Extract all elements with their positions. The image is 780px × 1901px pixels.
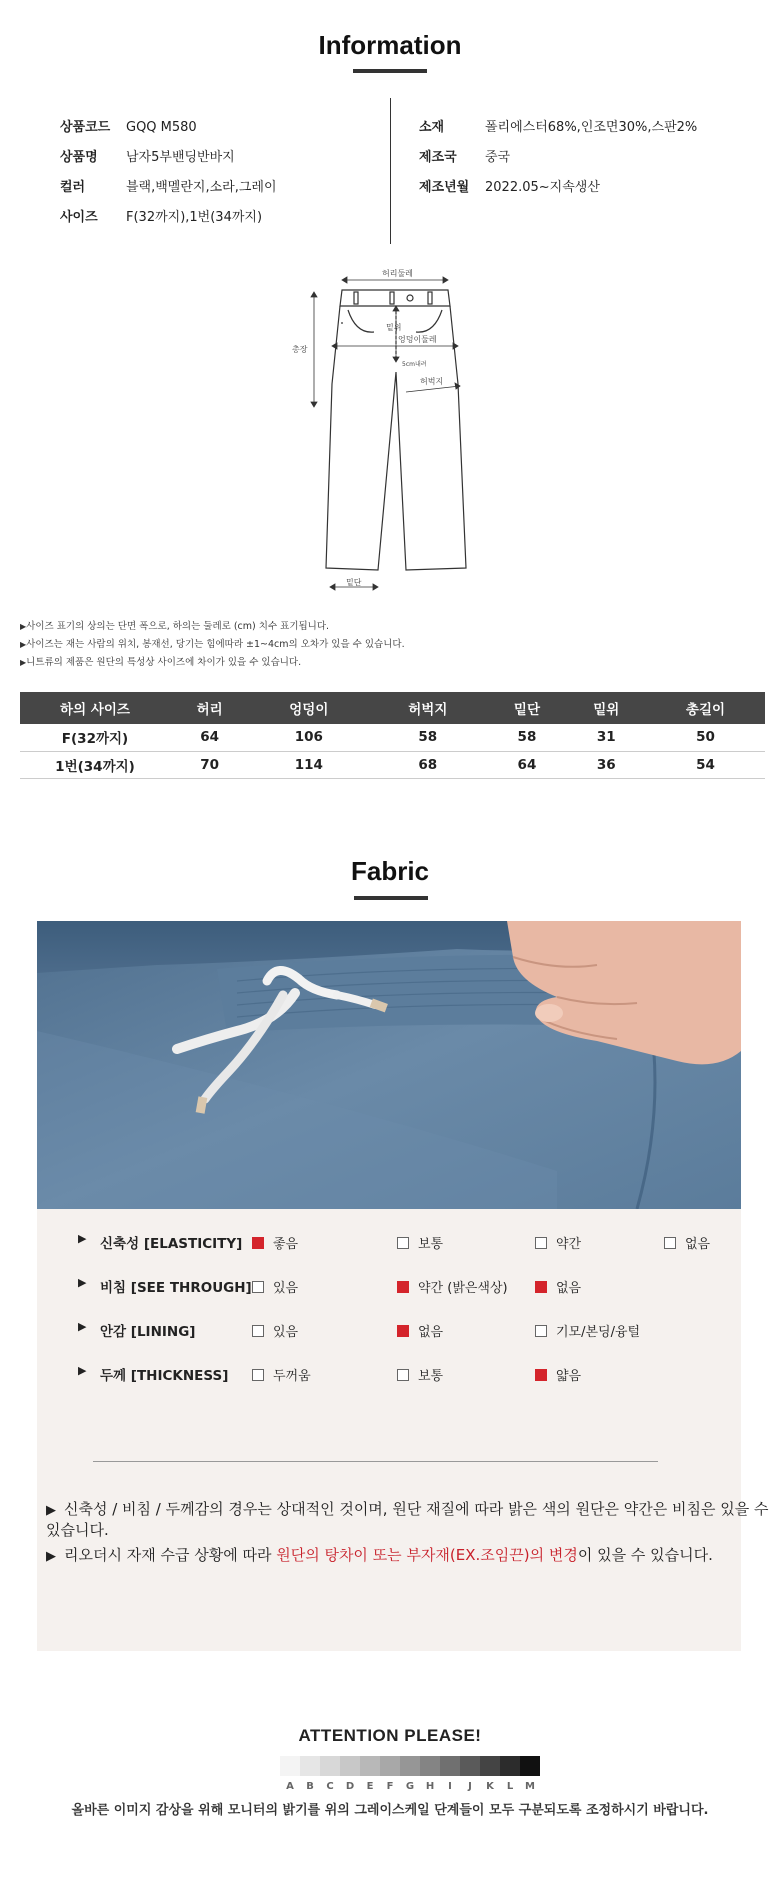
table-row bbox=[20, 724, 765, 751]
thickness-option-normal: 보통 bbox=[397, 1365, 443, 1384]
grayscale-swatch bbox=[300, 1756, 320, 1776]
grayscale-swatch bbox=[520, 1756, 540, 1776]
table-cell: 58 bbox=[487, 724, 566, 751]
table-cell: F(32까지) bbox=[20, 724, 170, 751]
fabric-divider bbox=[93, 1461, 658, 1462]
info-value: 폴리에스터68%,인조면30%,스판2% bbox=[485, 120, 698, 135]
table-cell: 1번(34까지) bbox=[20, 751, 170, 778]
grayscale-label: M bbox=[525, 1781, 535, 1792]
grayscale-swatch bbox=[380, 1756, 400, 1776]
size-table-header-cell: 밑단 bbox=[487, 692, 566, 724]
info-key: 소재 bbox=[419, 120, 445, 135]
thickness-normal-checkbox bbox=[397, 1369, 409, 1381]
see-through-option-yes: 있음 bbox=[252, 1277, 298, 1296]
table-cell: 64 bbox=[170, 724, 249, 751]
info-row-left bbox=[60, 208, 262, 228]
diagram-label-waist: 허리둘레 bbox=[382, 269, 413, 278]
thickness-thin-checkbox bbox=[535, 1369, 547, 1381]
info-row-left bbox=[60, 148, 235, 168]
grayscale-label: B bbox=[306, 1781, 314, 1792]
see-through-option-none: 없음 bbox=[535, 1277, 581, 1296]
grayscale-label: A bbox=[286, 1781, 294, 1792]
info-row-left bbox=[60, 118, 197, 138]
see-through-slight-checkbox bbox=[397, 1281, 409, 1293]
diagram-label-thigh: 허벅지 bbox=[420, 377, 444, 386]
lining-option-none: 없음 bbox=[397, 1321, 443, 1340]
grayscale-swatch bbox=[440, 1756, 460, 1776]
info-row-right bbox=[419, 148, 510, 168]
size-note-3: ▶ 니트류의 제품은 원단의 특성상 사이즈에 차이가 있을 수 있습니다. bbox=[20, 654, 301, 668]
table-cell: 64 bbox=[487, 751, 566, 778]
attention-description: 올바른 이미지 감상을 위해 모니터의 밝기를 위의 그레이스케일 단계들이 모두 구분되도록 조정하시기 바랍니다. bbox=[71, 1803, 709, 1818]
size-table-header-cell: 허리 bbox=[170, 692, 249, 724]
fabric-label-elasticity: ▶ 신축성 [ELASTICITY] bbox=[100, 1232, 242, 1252]
grayscale-swatch bbox=[400, 1756, 420, 1776]
elasticity-option-normal: 보통 bbox=[397, 1233, 443, 1252]
elasticity-option-slight: 약간 bbox=[535, 1233, 581, 1252]
size-table-header-cell: 총길이 bbox=[646, 692, 765, 724]
info-value: 중국 bbox=[485, 150, 511, 165]
lining-option-brushed: 기모/본딩/융털 bbox=[535, 1321, 640, 1340]
grayscale-swatch bbox=[420, 1756, 440, 1776]
size-table-header-cell: 밑위 bbox=[567, 692, 646, 724]
lining-option-yes: 있음 bbox=[252, 1321, 298, 1340]
fabric-label-thickness: ▶ 두께 [THICKNESS] bbox=[100, 1364, 228, 1384]
fabric-title: Fabric bbox=[350, 856, 430, 886]
size-table-header bbox=[20, 692, 765, 724]
size-table-header-cell: 하의 사이즈 bbox=[20, 692, 170, 724]
elasticity-good-checkbox bbox=[252, 1237, 264, 1249]
elasticity-slight-checkbox bbox=[535, 1237, 547, 1249]
table-cell: 36 bbox=[567, 751, 646, 778]
grayscale-swatch bbox=[320, 1756, 340, 1776]
table-cell: 58 bbox=[368, 724, 487, 751]
thickness-option-thick: 두꺼움 bbox=[252, 1365, 311, 1384]
elasticity-normal-checkbox bbox=[397, 1237, 409, 1249]
grayscale-label: F bbox=[386, 1781, 394, 1792]
diagram-label-hip: 엉덩이둘레 bbox=[398, 335, 437, 344]
table-cell: 54 bbox=[646, 751, 765, 778]
grayscale-label: J bbox=[468, 1781, 472, 1792]
elasticity-option-none: 없음 bbox=[664, 1233, 710, 1252]
lining-brushed-checkbox bbox=[535, 1325, 547, 1337]
diagram-label-rise: 밑위 bbox=[386, 323, 402, 332]
grayscale-swatch bbox=[280, 1756, 300, 1776]
attention-title: ATTENTION PLEASE! bbox=[298, 1726, 482, 1745]
fabric-title-underline bbox=[354, 896, 428, 900]
see-through-option-slight: 약간 (밝은색상) bbox=[397, 1277, 508, 1296]
info-row-left bbox=[60, 178, 277, 198]
info-key: 제조국 bbox=[419, 150, 457, 165]
information-title-underline bbox=[353, 69, 427, 73]
fabric-note-1: ▶ 신축성 / 비침 / 두께감의 경우는 상대적인 것이며, 원단 재질에 따라 밝은 색의 원단은 약간은 비침은 있을 수 있습니다. bbox=[46, 1500, 769, 1539]
fabric-note-2-highlight: 원단의 탕차이 또는 부자재(EX.조임끈)의 변경 bbox=[276, 1546, 578, 1564]
info-key: 컬러 bbox=[60, 180, 86, 195]
fabric-label-see-through: ▶ 비침 [SEE THROUGH] bbox=[100, 1276, 252, 1296]
info-row-right bbox=[419, 118, 697, 138]
info-divider bbox=[390, 98, 391, 244]
grayscale-swatch bbox=[340, 1756, 360, 1776]
fabric-label-lining: ▶ 안감 [LINING] bbox=[100, 1320, 195, 1340]
table-row bbox=[20, 751, 765, 778]
grayscale-label: G bbox=[405, 1781, 415, 1792]
info-value: F(32까지),1번(34까지) bbox=[126, 210, 263, 225]
table-cell: 114 bbox=[249, 751, 368, 778]
thickness-thick-checkbox bbox=[252, 1369, 264, 1381]
lining-yes-checkbox bbox=[252, 1325, 264, 1337]
grayscale-label: L bbox=[506, 1781, 514, 1792]
fabric-note-2: ▶ 리오더시 자재 수급 상황에 따라 원단의 탕차이 또는 부자재(EX.조임끈)의 변경이 있을 수 있습니다. bbox=[46, 1546, 713, 1564]
grayscale-swatch bbox=[460, 1756, 480, 1776]
info-value: GQQ M580 bbox=[126, 120, 197, 135]
pants-size-diagram bbox=[290, 262, 490, 602]
grayscale-label: E bbox=[366, 1781, 374, 1792]
information-title: Information bbox=[318, 30, 462, 60]
info-key: 상품명 bbox=[60, 150, 98, 165]
info-row-right bbox=[419, 178, 600, 198]
info-key: 제조년월 bbox=[419, 180, 470, 195]
grayscale-label: H bbox=[425, 1781, 435, 1792]
fabric-closeup-photo bbox=[37, 921, 741, 1209]
grayscale-swatch bbox=[360, 1756, 380, 1776]
size-table-header-cell: 허벅지 bbox=[368, 692, 487, 724]
diagram-label-length: 총장 bbox=[292, 345, 308, 354]
info-key: 상품코드 bbox=[60, 120, 111, 135]
size-note-2: ▶ 사이즈는 재는 사람의 위치, 봉재선, 당기는 힘에따라 ±1~4cm의 오차가 있을 수 있습니다. bbox=[20, 636, 405, 650]
lining-none-checkbox bbox=[397, 1325, 409, 1337]
info-value: 블랙,백멜란지,소라,그레이 bbox=[126, 180, 277, 195]
size-table bbox=[20, 692, 765, 779]
grayscale-swatch bbox=[480, 1756, 500, 1776]
table-cell: 106 bbox=[249, 724, 368, 751]
diagram-label-hem: 밑단 bbox=[346, 578, 362, 587]
size-table-header-cell: 엉덩이 bbox=[249, 692, 368, 724]
grayscale-swatch bbox=[500, 1756, 520, 1776]
info-value: 남자5부밴딩반바지 bbox=[126, 150, 235, 165]
table-cell: 70 bbox=[170, 751, 249, 778]
grayscale-label: K bbox=[486, 1781, 494, 1792]
info-key: 사이즈 bbox=[60, 210, 98, 225]
info-value: 2022.05~지속생산 bbox=[485, 180, 600, 195]
diagram-label-thigh-offset: 5cm내려 bbox=[402, 361, 427, 368]
table-cell: 31 bbox=[567, 724, 646, 751]
elasticity-none-checkbox bbox=[664, 1237, 676, 1249]
grayscale-label: I bbox=[448, 1781, 452, 1792]
size-table-body bbox=[20, 724, 765, 778]
see-through-none-checkbox bbox=[535, 1281, 547, 1293]
table-cell: 50 bbox=[646, 724, 765, 751]
grayscale-label: D bbox=[345, 1781, 355, 1792]
see-through-yes-checkbox bbox=[252, 1281, 264, 1293]
thickness-option-thin: 얇음 bbox=[535, 1365, 581, 1384]
elasticity-option-good: 좋음 bbox=[252, 1233, 298, 1252]
size-note-1: ▶ 사이즈 표기의 상의는 단면 폭으로, 하의는 둘레로 (cm) 치수 표기됩니다. bbox=[20, 618, 329, 632]
grayscale-label: C bbox=[326, 1781, 334, 1792]
table-cell: 68 bbox=[368, 751, 487, 778]
